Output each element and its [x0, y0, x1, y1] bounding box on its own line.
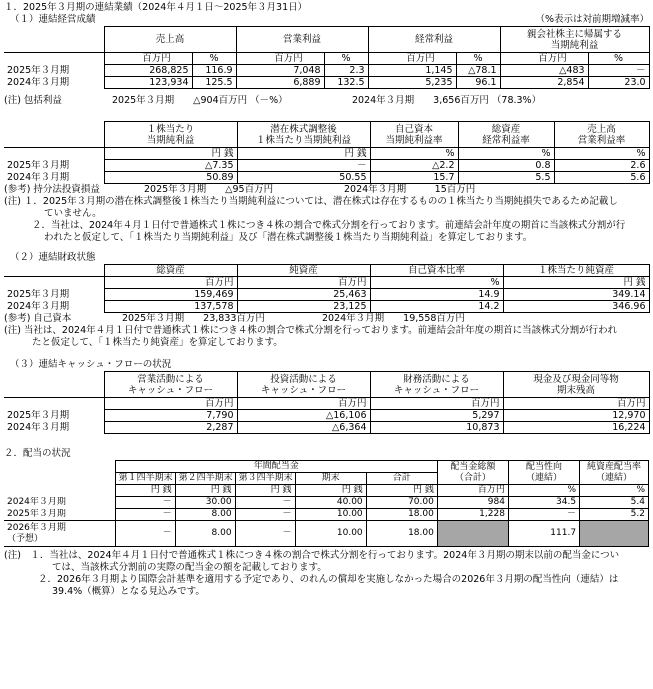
row-label: 2024年３月期	[4, 422, 104, 434]
header-line: キャッシュ・フロー	[127, 384, 214, 396]
header-roe	[370, 122, 458, 148]
value-cell: △483	[500, 65, 588, 77]
table-row	[4, 77, 649, 89]
value-cell: 23.0	[588, 77, 649, 89]
results-title-row	[4, 14, 649, 26]
header-line: 純資産配当率	[587, 461, 642, 472]
unit-cell: 百万円	[237, 398, 370, 410]
header-line: １株当たり当期純利益	[255, 134, 351, 146]
value-cell: 10.00	[295, 509, 366, 521]
header-total-dividends	[437, 461, 508, 485]
value-cell: 40.00	[295, 497, 366, 509]
equity-current: 2025年３月期 23,833百万円	[122, 313, 265, 324]
note-line: ては、当該株式分割前の実際の配当金の額を記載しております。	[52, 562, 327, 573]
value-cell: 2.3	[324, 65, 368, 77]
value-cell: 10,873	[370, 422, 503, 434]
comprehensive-label: (注) 包括利益	[4, 95, 62, 106]
value-cell: 268,825	[104, 65, 192, 77]
greyed-cell	[580, 521, 649, 547]
value-cell: 2,287	[104, 422, 237, 434]
table-row	[4, 160, 649, 172]
forecast-label-line2: （予想）	[7, 533, 44, 544]
value-cell: －	[235, 497, 295, 509]
value-cell: 125.5	[192, 77, 236, 89]
table-row	[4, 410, 649, 422]
value-cell: 7,790	[104, 410, 237, 422]
value-cell: 5.5	[458, 172, 554, 184]
header-line: （合計）	[454, 472, 491, 483]
unit-cell: 円 銭	[503, 277, 649, 289]
header-net-sales: 売上高	[104, 27, 236, 53]
header-line: （連結）	[596, 472, 633, 483]
row-label: 2024年３月期	[4, 497, 115, 509]
value-cell: 34.5	[508, 497, 579, 509]
header-line: 潜在株式調整後	[270, 123, 337, 135]
units-label	[4, 485, 115, 497]
unit-cell: %	[192, 53, 236, 65]
value-cell: 5.2	[580, 509, 649, 521]
value-cell: 10.00	[295, 521, 366, 547]
unit-cell: 円 銭	[175, 485, 235, 497]
table-row	[4, 172, 649, 184]
header-line: 経常利益率	[482, 134, 530, 146]
per-share-table	[4, 121, 650, 184]
header-line: 投資活動による	[270, 373, 337, 385]
equity-prior: 2024年３月期 19,558百万円	[322, 313, 465, 324]
header-operating-cf	[104, 372, 237, 398]
value-cell: 111.7	[508, 521, 579, 547]
unit-cell: 百万円	[437, 485, 508, 497]
header-net-income-parent-line2: 当期純利益	[550, 39, 599, 51]
value-cell: 346.96	[503, 301, 649, 313]
unit-cell: 円 銭	[295, 485, 366, 497]
unit-cell: 円 銭	[366, 485, 437, 497]
greyed-cell	[437, 521, 508, 547]
unit-cell: 百万円	[104, 277, 237, 289]
table-row	[4, 301, 649, 313]
value-cell: 14.2	[370, 301, 503, 313]
unit-cell: %	[370, 148, 458, 160]
value-cell: 1,145	[368, 65, 456, 77]
unit-cell: 百万円	[237, 277, 370, 289]
value-cell: －	[115, 521, 175, 547]
value-cell: 2.6	[554, 160, 649, 172]
dividends-table	[4, 460, 649, 547]
equity-method-current: 2025年３月期 △95百万円	[144, 184, 274, 195]
header-line: 現金及び現金同等物	[533, 373, 619, 385]
value-cell: 7,048	[236, 65, 324, 77]
unit-cell: 百万円	[104, 398, 237, 410]
header-line: （連結）	[525, 472, 562, 483]
value-cell: 5,297	[370, 410, 503, 422]
unit-cell: 百万円	[500, 53, 588, 65]
value-cell: 70.00	[366, 497, 437, 509]
value-cell: 25,463	[237, 289, 370, 301]
note-line: ２．当社は、2024年４月１日付で普通株式１株につき４株の割合で株式分割を行っております。前連結会計年度の期首に当該株式分割が行	[32, 220, 626, 231]
forecast-label	[4, 521, 115, 547]
units-label	[4, 53, 104, 65]
unit-cell: 円 銭	[104, 148, 237, 160]
note-line: われたと仮定して、「１株当たり当期純利益」及び「潜在株式調整後１株当たり当期純利益」を算定しております。	[44, 232, 533, 243]
equity-row	[4, 313, 649, 325]
unit-cell: 円 銭	[235, 485, 295, 497]
row-label: 2025年３月期	[4, 410, 104, 422]
unit-cell: 百万円	[503, 398, 649, 410]
value-cell: －	[235, 509, 295, 521]
unit-cell: 円 銭	[237, 148, 370, 160]
row-label: 2025年３月期	[4, 65, 104, 77]
header-annual-dividends: 年間配当金	[115, 461, 437, 473]
value-cell: 14.9	[370, 289, 503, 301]
row-label: 2024年３月期	[4, 172, 104, 184]
header-line: 営業利益率	[577, 134, 626, 146]
equity-label: (参考) 自己資本	[4, 313, 72, 324]
unit-cell: 円 銭	[115, 485, 175, 497]
note-line: (注) １．2025年３月期の潜在株式調整後１株当たり当期純利益については、潜在株式は存在するものの１株当たり当期純損失であるため記載し	[4, 196, 618, 207]
value-cell: △16,106	[237, 410, 370, 422]
unit-cell: %	[458, 148, 554, 160]
units-label	[4, 277, 104, 289]
header-diluted-eps	[237, 122, 370, 148]
header-q2: 第２四半期末	[175, 473, 235, 485]
table-row	[4, 497, 649, 509]
value-cell: 18.00	[366, 509, 437, 521]
header-net-assets: 純資産	[237, 265, 370, 277]
header-q3: 第３四半期末	[235, 473, 295, 485]
value-cell: 96.1	[456, 77, 500, 89]
equity-method-label: (参考) 持分法投資損益	[4, 184, 100, 195]
value-cell: 12,970	[503, 410, 649, 422]
value-cell: 984	[437, 497, 508, 509]
value-cell: △2.2	[370, 160, 458, 172]
value-cell: 0.8	[458, 160, 554, 172]
header-cash-ending	[503, 372, 649, 398]
value-cell: 8.00	[175, 521, 235, 547]
dividends-title: ２．配当の状況	[4, 448, 71, 459]
cashflow-corner	[4, 372, 104, 398]
unit-cell: %	[370, 277, 503, 289]
row-label: 2025年３月期	[4, 289, 104, 301]
value-cell: －	[115, 509, 175, 521]
row-label: 2024年３月期	[4, 301, 104, 313]
note-line: (注) １．当社は、2024年４月１日付で普通株式１株につき４株の割合で株式分割を行っております。2024年３月期の期末以前の配当金につい	[4, 550, 620, 561]
header-ordinary-profit: 経常利益	[368, 27, 500, 53]
header-line: 配当性向	[525, 461, 562, 472]
value-cell: 30.00	[175, 497, 235, 509]
financial-position-table	[4, 264, 650, 313]
equity-method-prior: 2024年３月期 15百万円	[344, 184, 476, 195]
results-pct-note: （%表示は対前期増減率）	[535, 14, 649, 25]
comprehensive-income-row	[4, 95, 649, 107]
header-operating-profit: 営業利益	[236, 27, 368, 53]
row-label: 2025年３月期	[4, 160, 104, 172]
comprehensive-prior: 2024年３月期 3,656百万円 （78.3%）	[352, 95, 542, 106]
financial-corner	[4, 265, 104, 277]
header-net-income-parent-line1: 親会社株主に帰属する	[527, 28, 623, 40]
value-cell: △7.35	[104, 160, 237, 172]
header-year-end: 期末	[295, 473, 366, 485]
units-label	[4, 398, 104, 410]
header-line: 当期純利益	[146, 134, 195, 146]
units-label	[4, 148, 104, 160]
value-cell: 6,889	[236, 77, 324, 89]
value-cell: 18.00	[366, 521, 437, 547]
dividends-corner	[4, 461, 115, 473]
header-investing-cf	[237, 372, 370, 398]
header-net-income-parent	[500, 27, 649, 53]
unit-cell: %	[588, 53, 649, 65]
operating-results-table	[4, 26, 650, 89]
report-heading: １．2025年３月期の連結業績（2024年４月１日～2025年３月31日）	[4, 2, 308, 13]
header-line: 営業活動による	[137, 373, 204, 385]
value-cell: 132.5	[324, 77, 368, 89]
value-cell: 5.6	[554, 172, 649, 184]
table-row	[4, 289, 649, 301]
results-corner	[4, 27, 104, 53]
header-payout-ratio	[508, 461, 579, 485]
row-label: 2024年３月期	[4, 77, 104, 89]
unit-cell: %	[554, 148, 649, 160]
unit-cell: %	[508, 485, 579, 497]
header-line: 売上高	[587, 123, 616, 135]
header-line: キャッシュ・フロー	[260, 384, 347, 396]
value-cell: 2,854	[500, 77, 588, 89]
header-bps: １株当たり純資産	[503, 265, 649, 277]
value-cell: △6,364	[237, 422, 370, 434]
value-cell: 15.7	[370, 172, 458, 184]
results-subtitle: （１）連結経営成績	[10, 14, 96, 25]
value-cell: 137,578	[104, 301, 237, 313]
value-cell: 50.89	[104, 172, 237, 184]
cash-flows-table	[4, 371, 650, 434]
cashflow-subtitle: （３）連結キャッシュ・フローの状況	[10, 359, 172, 370]
value-cell: －	[508, 509, 579, 521]
value-cell: 116.9	[192, 65, 236, 77]
value-cell: 5.4	[580, 497, 649, 509]
value-cell: 23,125	[237, 301, 370, 313]
header-line: 期末残高	[556, 384, 595, 396]
note-line: たと仮定して、「１株当たり純資産」を算定しております。	[32, 337, 283, 348]
unit-cell: 百万円	[370, 398, 503, 410]
row-label: 2025年３月期	[4, 509, 115, 521]
header-q1: 第１四半期末	[115, 473, 175, 485]
dividends-corner-2	[4, 473, 115, 485]
value-cell: －	[237, 160, 370, 172]
header-total: 合計	[366, 473, 437, 485]
forecast-row	[4, 521, 649, 547]
table-row	[4, 422, 649, 434]
header-line: 総資産	[491, 123, 521, 135]
note-line: (注) 当社は、2024年４月１日付で普通株式１株につき４株の割合で株式分割を行っております。前連結会計年度の期首に当該株式分割が行われ	[4, 325, 618, 336]
header-line: 配当金総額	[450, 461, 496, 472]
header-line: 財務活動による	[403, 373, 470, 385]
table-row	[4, 509, 649, 521]
value-cell: 123,934	[104, 77, 192, 89]
header-equity-ratio: 自己資本比率	[370, 265, 503, 277]
value-cell: 159,469	[104, 289, 237, 301]
value-cell: 50.55	[237, 172, 370, 184]
header-line: 当期純利益率	[385, 134, 443, 146]
comprehensive-current: 2025年３月期 △904百万円 （－%）	[112, 95, 288, 106]
header-total-assets: 総資産	[104, 265, 237, 277]
value-cell: －	[588, 65, 649, 77]
table-row	[4, 65, 649, 77]
unit-cell: 百万円	[368, 53, 456, 65]
value-cell: △78.1	[456, 65, 500, 77]
value-cell: －	[235, 521, 295, 547]
header-line: 自己資本	[394, 123, 433, 135]
note-line: 39.4%（概算）となる見込みです。	[52, 586, 205, 597]
header-financing-cf	[370, 372, 503, 398]
unit-cell: %	[580, 485, 649, 497]
value-cell: 5,235	[368, 77, 456, 89]
unit-cell: %	[456, 53, 500, 65]
header-line: キャッシュ・フロー	[393, 384, 480, 396]
value-cell: 1,228	[437, 509, 508, 521]
value-cell: 349.14	[503, 289, 649, 301]
unit-cell: 百万円	[104, 53, 192, 65]
value-cell: －	[115, 497, 175, 509]
forecast-label-line1: 2026年３月期	[7, 522, 66, 533]
header-operating-margin	[554, 122, 649, 148]
header-eps	[104, 122, 237, 148]
unit-cell: 百万円	[236, 53, 324, 65]
equity-method-row	[4, 184, 649, 196]
financial-subtitle: （２）連結財政状態	[10, 252, 96, 263]
header-roa	[458, 122, 554, 148]
unit-cell: %	[324, 53, 368, 65]
value-cell: 8.00	[175, 509, 235, 521]
note-line: ていません。	[44, 208, 102, 219]
value-cell: 16,224	[503, 422, 649, 434]
per-share-corner	[4, 122, 104, 148]
header-doe	[580, 461, 649, 485]
header-line: １株当たり	[146, 123, 195, 135]
note-line: ２．2026年３月期より国際会計基準を適用する予定であり、のれんの償却を実施しなかった場合の2026年３月期の配当性向（連結）は	[38, 574, 619, 585]
